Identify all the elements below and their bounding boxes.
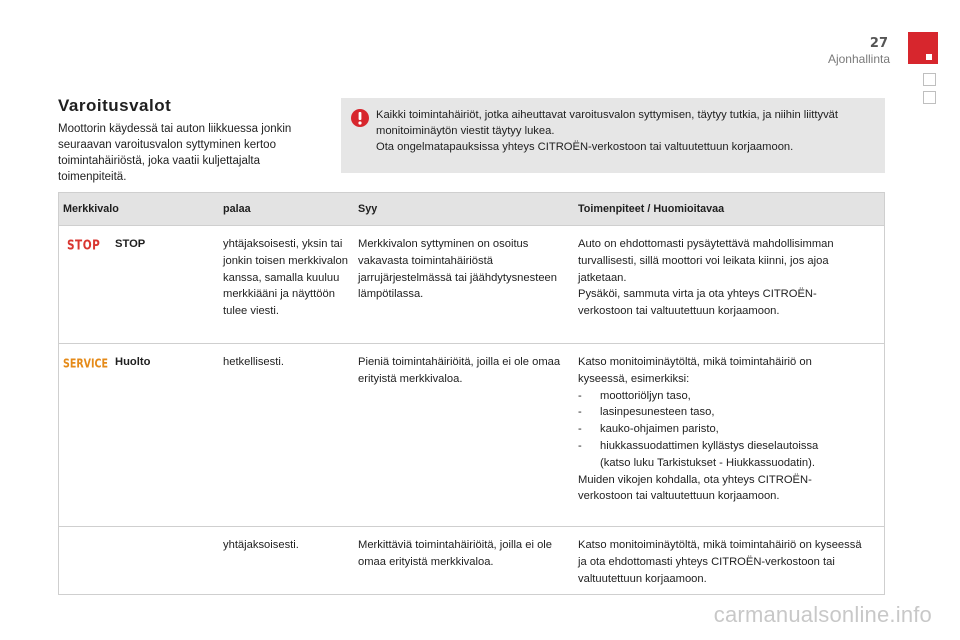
action-text: Auto on ehdottomasti pysäytettävä mahdollisimman turvallisesti, sillä moottori voi leikata kiinni, jos ajoa jatketaan. bbox=[578, 238, 834, 284]
intro-text: Moottorin käydessä tai auton liikkuessa jonkin seuraavan varoitusvalon syttyminen kertoo toimintahäiriöstä, joka vaatii kuljettajalta toimenpiteitä. bbox=[58, 123, 292, 183]
cell-toimenpiteet bbox=[578, 354, 863, 505]
table-row bbox=[59, 226, 884, 344]
cell-toimenpiteet bbox=[578, 236, 863, 320]
header-merkkivalo: Merkkivalo bbox=[63, 203, 119, 215]
cell-syy: Pieniä toimintahäiriöitä, joilla ei ole omaa erityistä merkkivaloa. bbox=[358, 356, 561, 385]
page-number: 27 bbox=[869, 36, 888, 51]
chapter-tab-marker bbox=[926, 54, 932, 60]
warning-line-2: Ota ongelmatapauksissa yhteys CITROËN-verkostoon tai valtuutettuun korjaamoon. bbox=[376, 140, 794, 153]
header-syy: Syy bbox=[358, 203, 378, 215]
chapter-tab bbox=[908, 32, 938, 64]
light-name: STOP bbox=[115, 238, 146, 250]
cell-toimenpiteet: Katso monitoiminäytöltä, mikä toimintahäiriö on kyseessä ja ota ehdottomasti yhteys CITROËN-verkostoon tai valtuutettuun korjaamoon. bbox=[578, 539, 862, 585]
action-text: Pysäköi, sammuta virta ja ota yhteys CITROËN-verkostoon tai valtuutettuun korjaamoon. bbox=[578, 288, 817, 318]
list-note: (katso luku Tarkistukset - Hiukkassuodatin). bbox=[600, 456, 815, 469]
warning-box bbox=[341, 98, 885, 173]
table-header bbox=[59, 193, 884, 226]
cell-palaa: yhtäjaksoisesti. bbox=[223, 539, 299, 551]
header-toimenpiteet: Toimenpiteet / Huomioitavaa bbox=[578, 203, 725, 215]
list-item: - hiukkassuodattimen kyllästys dieselautoissa bbox=[578, 439, 819, 452]
cell-syy: Merkittäviä toimintahäiriöitä, joilla ei ole omaa erityistä merkkivaloa. bbox=[358, 539, 553, 568]
action-text: Muiden vikojen kohdalla, ota yhteys CITROËN-verkostoon tai valtuutettuun korjaamoon. bbox=[578, 473, 812, 503]
list-item: - lasinpesunesteen taso, bbox=[578, 406, 715, 419]
stop-warning-icon: STOP bbox=[67, 238, 101, 254]
header-palaa: palaa bbox=[223, 203, 251, 215]
service-warning-icon: SERVICE bbox=[63, 357, 108, 372]
page-title: Varoitusvalot bbox=[58, 96, 172, 115]
chapter-box-1 bbox=[923, 73, 936, 86]
watermark: carmanualsonline.info bbox=[713, 602, 932, 627]
section-name: Ajonhallinta bbox=[827, 52, 890, 66]
cell-palaa: hetkellisesti. bbox=[223, 356, 284, 368]
list-item: - kauko-ohjaimen paristo, bbox=[578, 423, 719, 436]
cell-syy: Merkkivalon syttyminen on osoitus vakavasta toimintahäiriöstä jarrujärjestelmässä tai jäähdytysnesteen lämpötilassa. bbox=[358, 238, 557, 301]
table-row bbox=[59, 527, 884, 595]
action-text: Katso monitoiminäytöltä, mikä toimintahäiriö on kyseessä, esimerkiksi: bbox=[578, 356, 812, 385]
table-row bbox=[59, 344, 884, 527]
list-item: - moottoriöljyn taso, bbox=[578, 389, 691, 402]
exclamation-warning-icon bbox=[350, 108, 370, 134]
warning-lights-table bbox=[58, 192, 885, 595]
warning-line-1: Kaikki toimintahäiriöt, jotka aiheuttavat varoitusvalon syttymisen, täytyy tutkia, ja niihin liittyvät monitoiminäytön viestit täytyy lukea. bbox=[376, 109, 838, 137]
chapter-box-2 bbox=[923, 91, 936, 104]
cell-palaa: yhtäjaksoisesti, yksin tai jonkin toisen merkkivalon kanssa, samalla kuuluu merkkiääni ja näyttöön tulee viesti. bbox=[223, 238, 348, 318]
light-name: Huolto bbox=[115, 356, 151, 368]
